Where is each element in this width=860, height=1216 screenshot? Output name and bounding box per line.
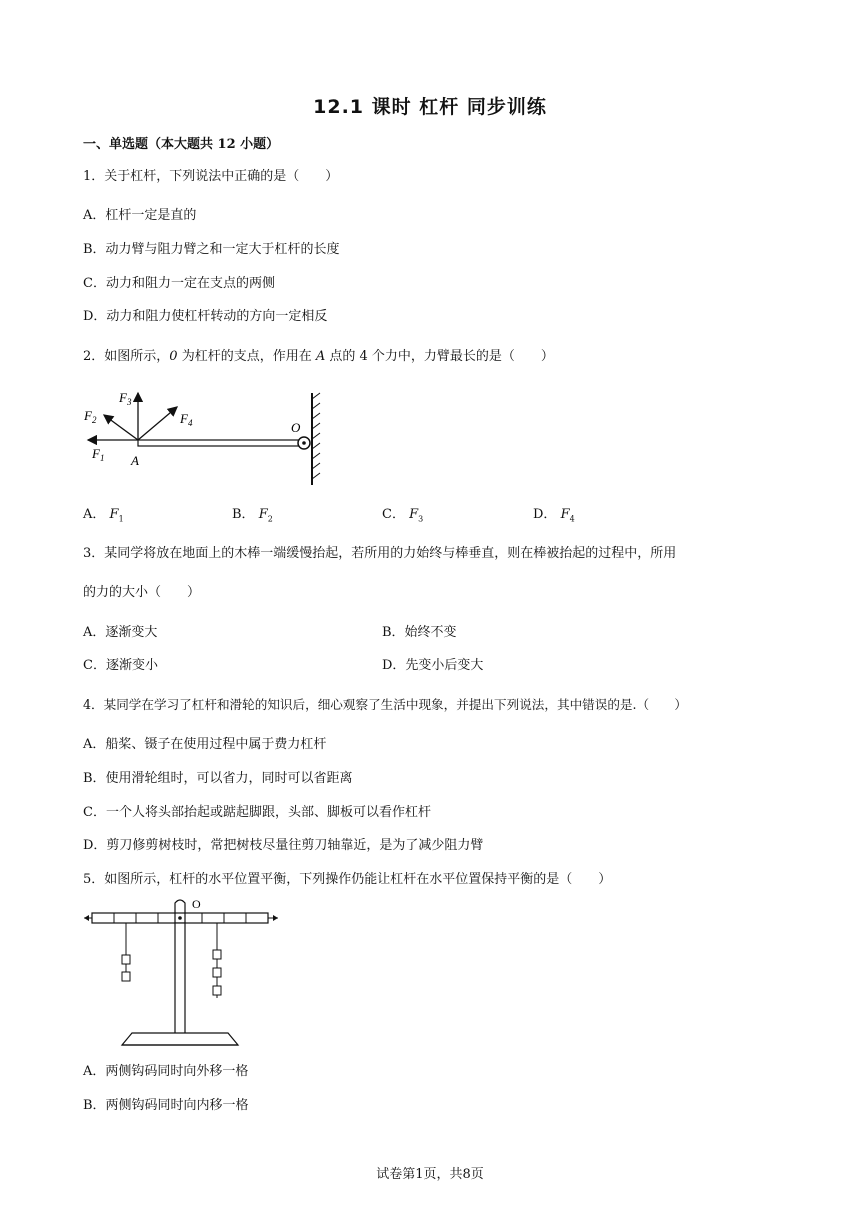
q2-option-d-f: F	[560, 507, 570, 522]
left-weight-2	[122, 972, 130, 981]
left-weight-1	[122, 955, 130, 964]
q2-stem	[83, 345, 554, 364]
right-end-arrow-head	[273, 915, 278, 921]
q1-option-b: B．动力臂与阻力臂之和一定大于杠杆的长度	[83, 242, 340, 257]
q4-option-c: C．一个人将头部抬起或踮起脚跟，头部、脚板可以看作杠杆	[83, 805, 431, 820]
label-f1: $F_1$	[92, 446, 105, 463]
q1-option-c: C．动力和阻力一定在支点的两侧	[83, 276, 275, 291]
q4-stem: 4．某同学在学习了杠杆和滑轮的知识后，细心观察了生活中现象，并提出下列说法，其中错误的是.（ ）	[83, 697, 687, 712]
right-weight-3	[213, 986, 221, 995]
left-end-arrow-head	[84, 915, 89, 921]
label-f2: $F_2$	[84, 408, 97, 425]
lever-bar	[138, 440, 304, 446]
q2-option-d-sub: 4	[569, 514, 575, 524]
right-weight-2	[213, 968, 221, 977]
q3-stem-line2: 的力的大小（ ）	[83, 585, 201, 600]
q2-stem-point: A	[315, 349, 326, 364]
label-f4: $F_4$	[180, 411, 193, 428]
right-weight-1	[213, 950, 221, 959]
page-footer: 试卷第1页，共8页	[376, 1167, 484, 1182]
stand-base	[122, 1033, 238, 1045]
q2-option-a-f: F	[109, 507, 119, 522]
q5-balance-figure	[82, 895, 282, 1045]
label-a: A	[131, 453, 139, 468]
page-title: 12.1 课时 杠杆 同步训练	[313, 96, 547, 118]
q2-stem-part-3: 点的 4 个力中，力臂最长的是（ ）	[325, 349, 554, 364]
q1-option-a: A．杠杆一定是直的	[83, 208, 197, 223]
q2-lever-figure	[80, 385, 330, 495]
q2-stem-pivot: 0	[169, 349, 178, 364]
label-o: O	[291, 420, 301, 435]
stand-post	[175, 923, 185, 1035]
q2-option-d	[533, 503, 575, 524]
force-f2-arrow	[104, 415, 138, 440]
q2-option-b	[232, 503, 273, 524]
q2-option-b-sub: 2	[267, 514, 273, 524]
q2-stem-part-1: 2．如图所示，	[83, 349, 170, 364]
section-heading: 一、单选题（本大题共 12 小题）	[83, 137, 280, 152]
q2-option-b-letter: B．	[232, 507, 255, 522]
q3-stem-line1: 3．某同学将放在地面上的木棒一端缓慢抬起，若所用的力始终与棒垂直，则在棒被抬起的过程中，所用	[83, 546, 677, 561]
label-f3: $F_3$	[119, 390, 132, 407]
q2-stem-part-2: 为杠杆的支点，作用在	[177, 349, 316, 364]
pivot-dot	[302, 441, 306, 445]
wall-hatching	[312, 393, 320, 479]
q3-option-c: C．逐渐变小	[83, 658, 158, 673]
q3-option-a: A．逐渐变大	[83, 625, 158, 640]
q2-option-c	[382, 503, 423, 524]
q1-option-d: D．动力和阻力使杠杆转动的方向一定相反	[83, 309, 328, 324]
force-f4-arrow	[138, 407, 177, 440]
q2-option-c-letter: C．	[382, 507, 405, 522]
q2-option-a	[83, 503, 124, 524]
q2-option-c-f: F	[409, 507, 419, 522]
pivot-point	[178, 916, 182, 920]
q5-option-b: B．两侧钩码同时向内移一格	[83, 1098, 249, 1113]
q5-option-a: A．两侧钩码同时向外移一格	[83, 1064, 249, 1079]
q4-option-d: D．剪刀修剪树枝时，常把树枝尽量往剪刀轴靠近，是为了减少阻力臂	[83, 838, 484, 853]
q3-option-b: B．始终不变	[382, 625, 457, 640]
q5-stem: 5．如图所示，杠杆的水平位置平衡，下列操作仍能让杠杆在水平位置保持平衡的是（ ）	[83, 872, 612, 887]
q1-stem: 1．关于杠杆，下列说法中正确的是（ ）	[83, 169, 339, 184]
q2-option-a-letter: A．	[83, 507, 106, 522]
label-o: O	[192, 897, 201, 911]
q4-option-a: A．船桨、镊子在使用过程中属于费力杠杆	[83, 737, 327, 752]
q2-option-a-sub: 1	[118, 514, 124, 524]
q3-option-d: D．先变小后变大	[382, 658, 484, 673]
q2-option-c-sub: 3	[418, 514, 424, 524]
q2-option-b-f: F	[258, 507, 268, 522]
q4-option-b: B．使用滑轮组时，可以省力，同时可以省距离	[83, 771, 353, 786]
q2-option-d-letter: D．	[533, 507, 557, 522]
